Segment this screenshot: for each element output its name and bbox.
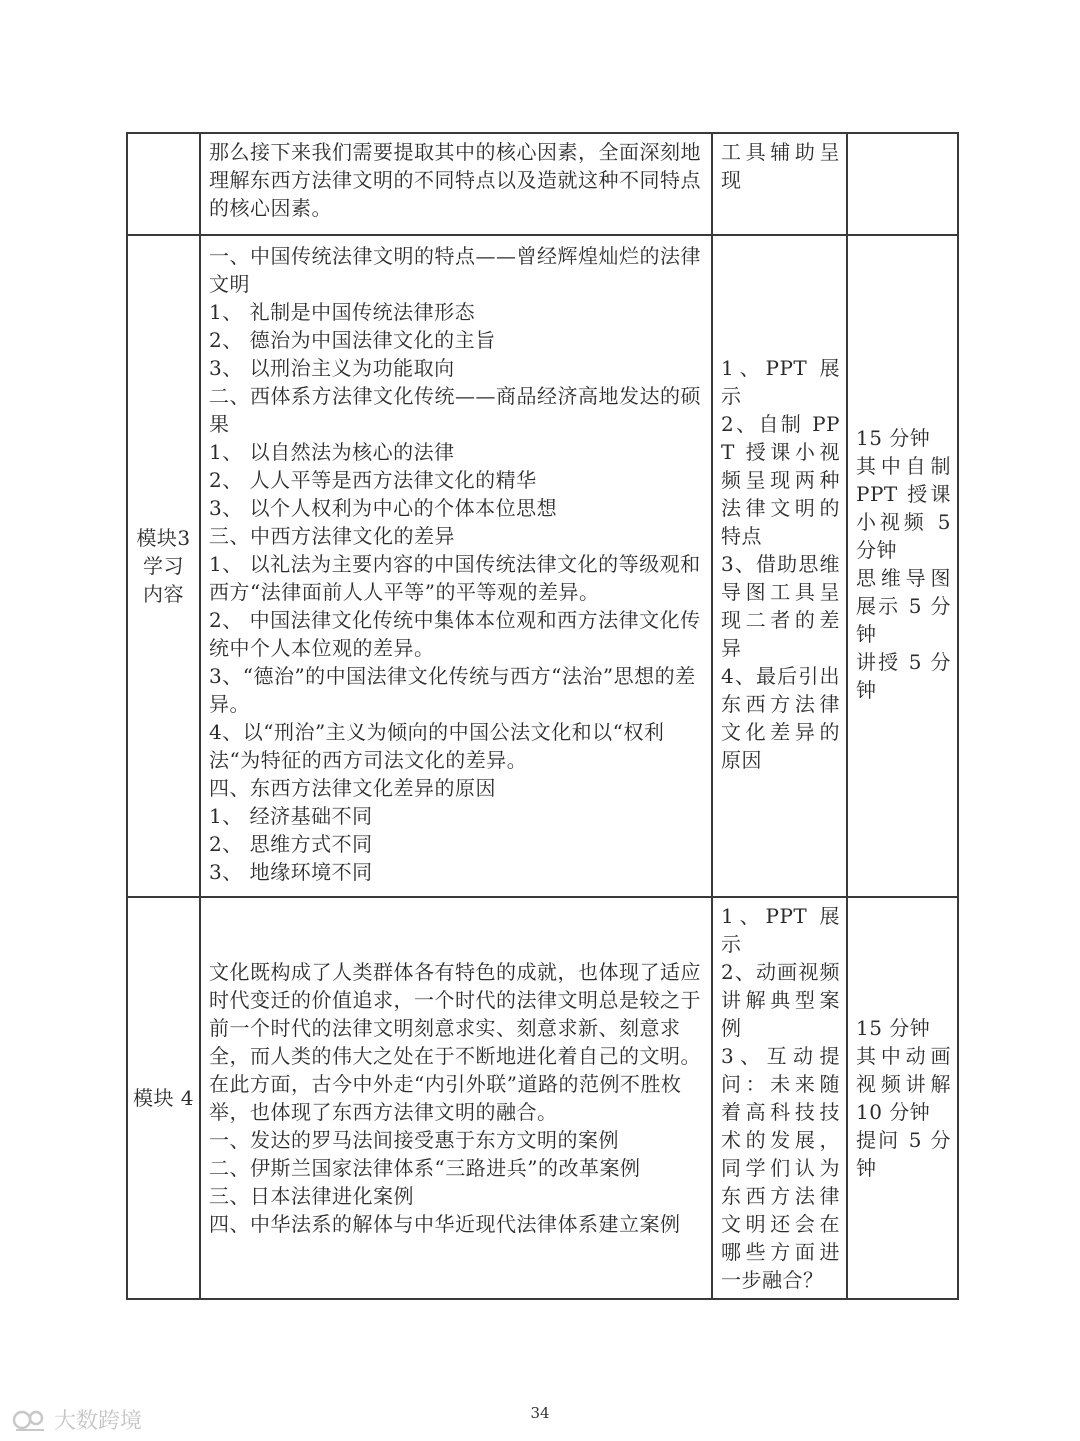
time-cell: [847, 235, 958, 897]
methods-cell: [712, 235, 847, 897]
content-line: 一、中国传统法律文明的特点——曾经辉煌灿烂的法律文明: [209, 244, 701, 296]
methods-line: 3、借助思维导图工具呈现二者的差异: [721, 552, 840, 660]
methods-cell: [712, 897, 847, 1299]
time-cell: [847, 133, 958, 235]
content-line: 4、以“刑治”主义为倾向的中国公法文化和以“权利法“为特征的西方司法文化的差异。: [209, 720, 665, 772]
watermark-text: 大数跨境: [54, 1409, 143, 1434]
methods-line: 1、PPT 展示: [721, 356, 840, 408]
content-line: 二、伊斯兰国家法律体系“三路进兵”的改革案例: [209, 1156, 641, 1180]
content-line: 2、 中国法律文化传统中集体本位观和西方法律文化传统中个人本位观的差异。: [209, 608, 701, 660]
module-label-line: 模块3: [136, 526, 191, 550]
content-line: 四、东西方法律文化差异的原因: [209, 776, 496, 800]
table-row: [127, 235, 958, 897]
time-line: 15 分钟: [856, 426, 931, 450]
content-line: 2、 人人平等是西方法律文化的精华: [209, 468, 537, 492]
content-line: 三、中西方法律文化的差异: [209, 524, 455, 548]
time-line: 提问 5 分钟: [856, 1128, 951, 1180]
time-line: 思维导图展示 5 分钟: [856, 566, 951, 646]
content-line: 3、 地缘环境不同: [209, 860, 373, 884]
content-cell: 那么接下来我们需要提取其中的核心因素，全面深刻地理解东西方法律文明的不同特点以及造就这种不同特点的核心因素。: [200, 133, 712, 235]
content-line: 1、 礼制是中国传统法律形态: [209, 300, 476, 324]
module-cell: [127, 133, 200, 235]
watermark: [12, 1404, 142, 1435]
lesson-plan-table: [126, 132, 959, 1300]
time-line: 15 分钟: [856, 1016, 931, 1040]
content-line: 2、 思维方式不同: [209, 832, 373, 856]
module-cell: [127, 235, 200, 897]
content-line: 一、发达的罗马法间接受惠于东方文明的案例: [209, 1128, 619, 1152]
content-line: 1、 经济基础不同: [209, 804, 373, 828]
content-line: 1、 以自然法为核心的法律: [209, 440, 455, 464]
page-number: 34: [530, 1404, 550, 1422]
methods-line: 4、最后引出东西方法律文化差异的原因: [721, 664, 840, 772]
time-line: 其中自制 PPT 授课小视频 5 分钟: [856, 454, 951, 562]
content-line: 3、“德治”的中国法律文化传统与西方“法治”思想的差异。: [209, 664, 696, 716]
time-cell: [847, 897, 958, 1299]
content-line: 文化既构成了人类群体各有特色的成就，也体现了适应时代变迁的价值追求，一个时代的法律文明总是较之于前一个时代的法律文明刻意求实、刻意求新、刻意求全，而人类的伟大之处在于不断地进化着自己的文明。在此方面，古今中外走“内引外联”道路的范例不胜枚举，也体现了东西方法律文明的融合。: [209, 960, 701, 1124]
content-line: 三、日本法律进化案例: [209, 1184, 414, 1208]
watermark-logo-icon: [12, 1406, 48, 1434]
module-cell: 模块 4: [127, 897, 200, 1299]
content-line: 二、西体系方法律文化传统——商品经济高地发达的硕果: [209, 384, 701, 436]
content-line: 2、 德治为中国法律文化的主旨: [209, 328, 496, 352]
methods-line: 3、互动提问：未来随着高科技技术的发展，同学们认为东西方法律文明还会在哪些方面进一步融合？: [721, 1044, 840, 1292]
content-line: 3、 以刑治主义为功能取向: [209, 356, 455, 380]
methods-cell: 工具辅助呈现: [712, 133, 847, 235]
methods-line: 2、自制 PPT 授课小视频呈现两种法律文明的特点: [721, 412, 840, 548]
methods-line: 1、PPT 展示: [721, 904, 840, 956]
time-line: 其中动画视频讲解 10 分钟: [856, 1044, 951, 1124]
content-line: 四、中华法系的解体与中华近现代法律体系建立案例: [209, 1212, 681, 1236]
time-line: 讲授 5 分钟: [856, 650, 951, 702]
table-row: [127, 133, 958, 235]
module-label-line: 学习: [143, 554, 184, 578]
content-line: 1、 以礼法为主要内容的中国传统法律文化的等级观和西方“法律面前人人平等”的平等观的差异。: [209, 552, 701, 604]
content-cell: [200, 235, 712, 897]
content-line: 3、 以个人权利为中心的个体本位思想: [209, 496, 558, 520]
content-cell: [200, 897, 712, 1299]
table-row: [127, 897, 958, 1299]
methods-line: 2、动画视频讲解典型案例: [721, 960, 840, 1040]
module-label-line: 内容: [143, 582, 184, 606]
